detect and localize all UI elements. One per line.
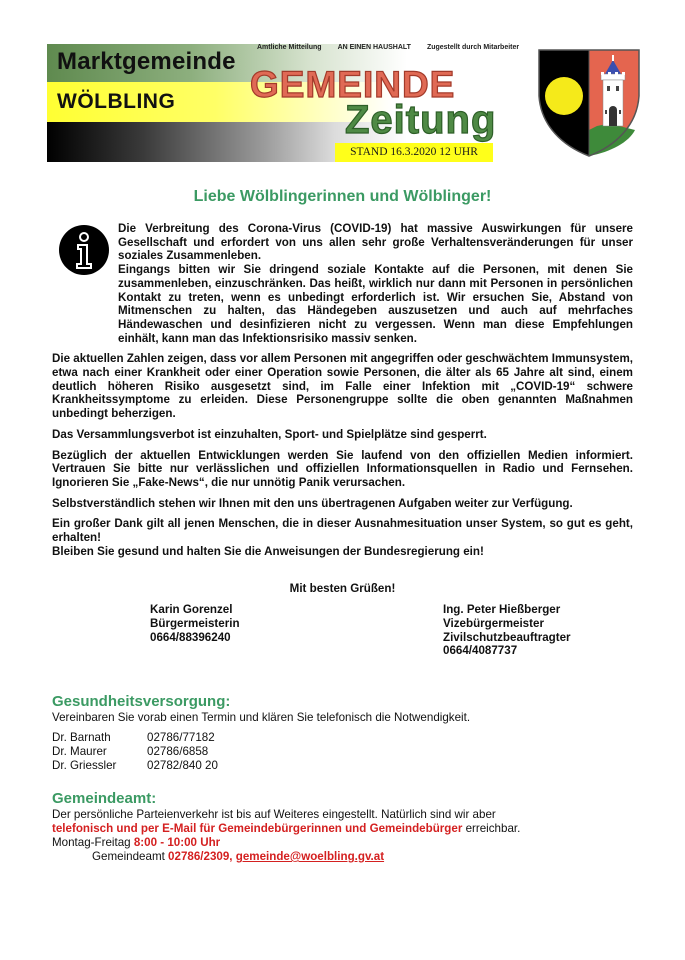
paragraph-contacts-text: Eingangs bitten wir Sie dringend soziale Kontakte auf die Personen, mit denen Sie zusammenleben, einzuschränken. Das heißt, wirklich nur dann mit Personen in persönlichen Kontakt zu treten, wenn es unbedingt erforderlich ist. Wir ersuchen Sie, Abstand von Mitmenschen zu halten, das Händegeben auszusetzen und auch auf mehrfaches Händewaschen und desinfizieren nicht zu vergessen. Wenn man diese Empfehlungen einhält, kann man das Infektionsrisiko massiv senken. [118, 263, 633, 345]
notice-delivery: Zugestellt durch Mitarbeiter [426, 44, 520, 51]
office-line-2 [52, 822, 652, 836]
notice-household: AN EINEN HAUSHALT [337, 44, 411, 51]
paragraph-contacts [52, 263, 633, 345]
office-info [52, 808, 652, 864]
signature-mayor [150, 603, 240, 644]
office-hours [52, 836, 652, 850]
signatory-name: Ing. Peter Hießberger [443, 603, 561, 616]
paragraph-thanks: Ein großer Dank gilt all jenen Menschen, die in dieser Ausnahmesituation unser System, so gut es geht, erhalten! [52, 517, 633, 545]
office-contact-label: Gemeindeamt [92, 850, 169, 863]
notice-official: Amtliche Mitteilung [257, 44, 322, 51]
paragraph-risk-groups: Die aktuellen Zahlen zeigen, dass vor allem Personen mit angegriffen oder geschwächtem Immunsystem, etwa nach einer Krankheit oder einer Operation sowie Personen, die älter als 65 Jahre alt sind, einem deutlich höheren Risiko ausgesetzt sind, im Falle einer Infektion mit „COVID-19“ schwere Krankheitssymptome zu erleiden. Diese Personengruppe sollte die oben genannten Maßnahmen unbedingt beherzigen. [52, 352, 633, 421]
letter-body [52, 222, 633, 565]
municipality-name: WÖLBLING [57, 90, 176, 113]
doctor-name: Dr. Maurer [52, 745, 107, 758]
signatory-name: Karin Gorenzel [150, 603, 233, 616]
office-phone: 02786/2309, [168, 850, 233, 863]
paragraph-media: Bezüglich der aktuellen Entwicklungen werden Sie laufend von den offiziellen Medien informiert. Vertrauen Sie bitte nur verlässlichen und offiziellen Informationsquellen in Radio und Fernsehen. Ignorieren Sie „Fake-News“, die nur unnötig Panik verursachen. [52, 448, 633, 489]
health-intro: Vereinbaren Sie vorab einen Termin und klären Sie telefonisch die Notwendigkeit. [52, 711, 471, 724]
health-heading: Gesundheitsversorgung: [52, 693, 231, 710]
distribution-notices [257, 44, 519, 51]
doctor-name: Dr. Barnath [52, 731, 111, 744]
signatory-phone: 0664/88396240 [150, 630, 231, 644]
doctor-phone: 02786/77182 [147, 731, 215, 744]
coat-of-arms-icon [535, 46, 643, 158]
office-line-2-rest: erreichbar. [462, 822, 521, 835]
office-hours-value: 8:00 - 10:00 Uhr [133, 836, 221, 849]
paragraph-intro: Die Verbreitung des Corona-Virus (COVID-19) hat massive Auswirkungen für unsere Gesellschaft und erfordert von uns allen sehr große Verhaltensveränderungen für unser soziales Zusammenleben. [118, 222, 633, 263]
paragraph-stay-healthy: Bleiben Sie gesund und halten Sie die Anweisungen der Bundesregierung ein! [52, 544, 484, 558]
office-contact-highlight: telefonisch und per E-Mail für Gemeindebürgerinnen und Gemeindebürger [52, 822, 463, 835]
doctor-list [52, 731, 218, 773]
newspaper-title-gemeinde: GEMEINDE [250, 64, 456, 105]
newspaper-title-zeitung: Zeitung [345, 98, 497, 142]
doctor-row [52, 759, 218, 773]
office-line-1: Der persönliche Parteienverkehr ist bis auf Weiteres eingestellt. Natürlich sind wir aber [52, 808, 496, 821]
doctor-phone: 02782/840 20 [147, 759, 218, 772]
letter-closing: Mit besten Grüßen! [289, 582, 396, 595]
signature-vice-mayor [443, 603, 571, 658]
paragraph-availability: Selbstverständlich stehen wir Ihnen mit den uns übertragenen Aufgaben weiter zur Verfügung. [52, 496, 573, 510]
doctor-name: Dr. Griessler [52, 759, 117, 772]
office-heading: Gemeindeamt: [52, 790, 157, 807]
letter-greeting: Liebe Wölblingerinnen und Wölblinger! [193, 188, 492, 205]
newsletter-header [47, 44, 527, 162]
doctor-row [52, 745, 218, 759]
municipality-type: Marktgemeinde [57, 48, 236, 75]
signatory-role: Vizebürgermeister [443, 616, 544, 630]
status-date-badge: STAND 16.3.2020 12 UHR [335, 143, 493, 162]
office-email-link[interactable]: gemeinde@woelbling.gv.at [235, 850, 385, 863]
signatory-role: Bürgermeisterin [150, 616, 240, 630]
office-hours-label: Montag-Freitag [52, 836, 134, 849]
doctor-row [52, 731, 218, 745]
signatory-phone: 0664/4087737 [443, 644, 518, 658]
signatory-role-secondary: Zivilschutzbeauftragter [443, 630, 571, 644]
paragraph-assembly-ban: Das Versammlungsverbot ist einzuhalten, Sport- und Spielplätze sind gesperrt. [52, 427, 487, 441]
office-contact [52, 850, 652, 864]
doctor-phone: 02786/6858 [147, 745, 209, 758]
